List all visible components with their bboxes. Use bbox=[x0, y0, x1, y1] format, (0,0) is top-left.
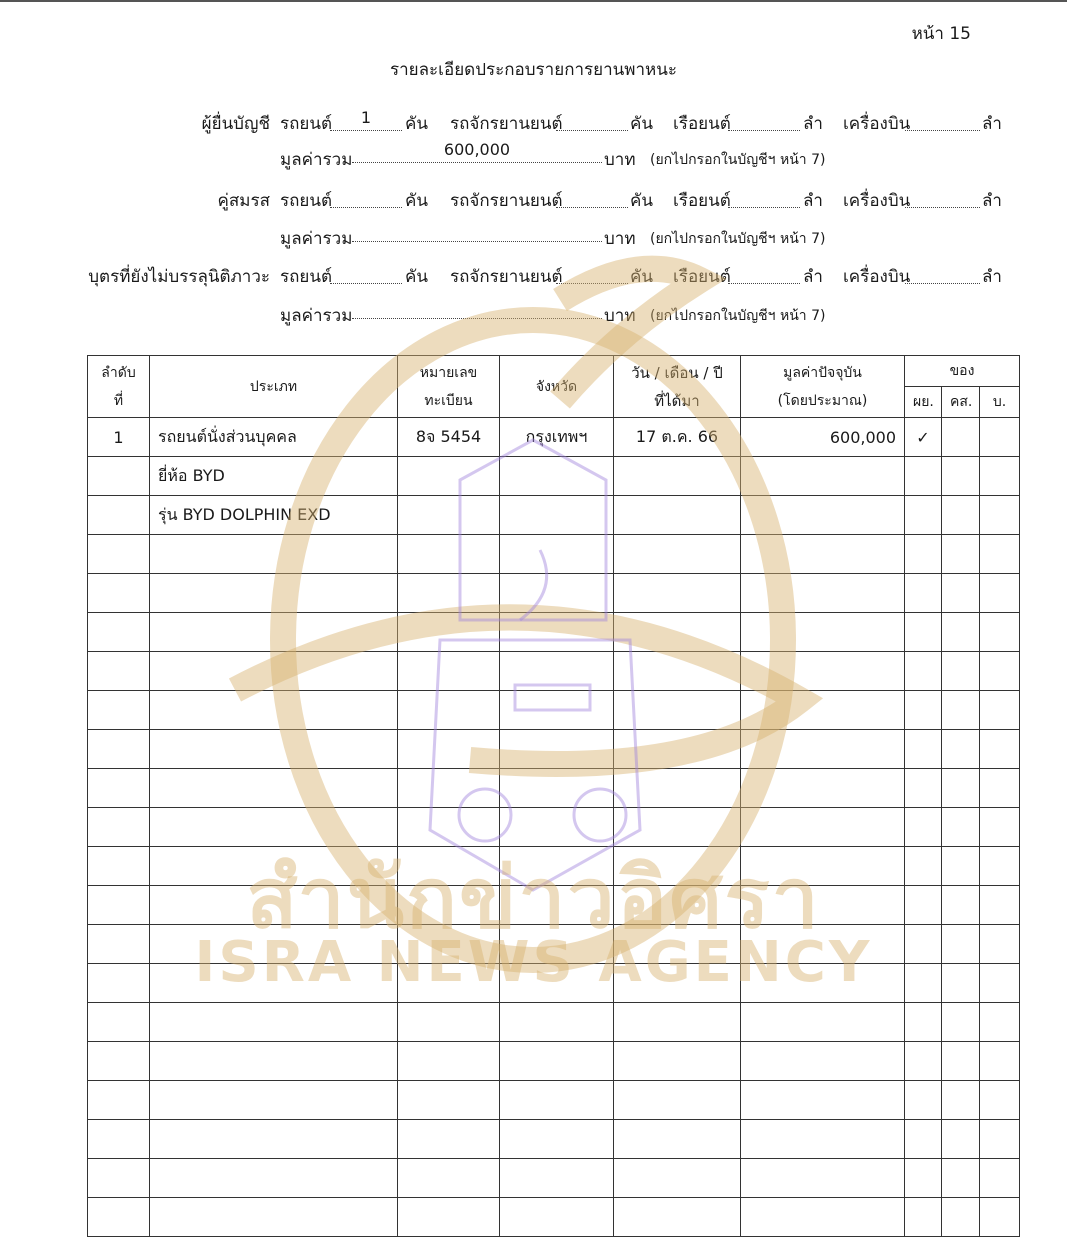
cell-value bbox=[741, 496, 905, 535]
airplane-label: เครื่องบิน bbox=[843, 267, 911, 287]
cell-child bbox=[980, 418, 1020, 457]
baht-label: บาท bbox=[604, 306, 636, 326]
cell-plate: 8จ 5454 bbox=[398, 418, 500, 457]
cell-spouse bbox=[942, 418, 980, 457]
cell-declarant: ✓ bbox=[905, 418, 942, 457]
unit-label: คัน bbox=[630, 191, 653, 211]
cell-plate bbox=[398, 496, 500, 535]
unit-label: คัน bbox=[630, 114, 653, 134]
spouse-total-amount bbox=[352, 219, 602, 242]
unit-label: ลำ bbox=[982, 267, 1002, 287]
airplane-label: เครื่องบิน bbox=[843, 114, 911, 134]
cell-type: รถยนต์นั่งส่วนบุคคล bbox=[150, 418, 398, 457]
watermark-thai: สำนักข่าวอิศรา bbox=[246, 849, 821, 947]
cell-type: รุ่น BYD DOLPHIN EXD bbox=[150, 496, 398, 535]
empty-table-row bbox=[88, 1198, 1020, 1237]
motorboat-label: เรือยนต์ bbox=[673, 114, 731, 134]
empty-table-row bbox=[88, 1081, 1020, 1120]
cell-province: กรุงเทพฯ bbox=[500, 418, 614, 457]
empty-table-row bbox=[88, 1003, 1020, 1042]
baht-label: บาท bbox=[604, 150, 636, 170]
car-label: รถยนต์ bbox=[280, 191, 333, 211]
empty-table-row bbox=[88, 886, 1020, 925]
motorcycle-label: รถจักรยานยนต์ bbox=[450, 191, 563, 211]
vehicle-table bbox=[87, 355, 1020, 1237]
children-motorcycle-count bbox=[556, 261, 628, 284]
empty-table-row bbox=[88, 574, 1020, 613]
table-row bbox=[88, 418, 1020, 457]
spouse-total-value bbox=[0, 225, 1067, 249]
empty-table-row bbox=[88, 652, 1020, 691]
declarant-airplane-count bbox=[905, 108, 980, 131]
header-owner-child: บ. bbox=[980, 387, 1020, 418]
cell-value bbox=[741, 457, 905, 496]
spouse-boat-count bbox=[728, 185, 800, 208]
table-row bbox=[88, 457, 1020, 496]
header-owner: ของ bbox=[905, 356, 1020, 387]
spouse-car-count bbox=[330, 185, 402, 208]
document-title: รายละเอียดประกอบรายการยานพาหนะ bbox=[390, 60, 677, 80]
declarant-total-amount: 600,000 bbox=[352, 140, 602, 163]
cell-order bbox=[88, 457, 150, 496]
unit-label: ลำ bbox=[803, 114, 823, 134]
cell-province bbox=[500, 457, 614, 496]
motorboat-label: เรือยนต์ bbox=[673, 191, 731, 211]
children-vehicle-counts bbox=[0, 263, 1067, 287]
cell-declarant bbox=[905, 496, 942, 535]
header-order: ลำดับ ที่ bbox=[88, 356, 150, 418]
carry-note: (ยกไปกรอกในบัญชีฯ หน้า 7) bbox=[650, 231, 826, 247]
empty-table-row bbox=[88, 1159, 1020, 1198]
empty-table-row bbox=[88, 730, 1020, 769]
spouse-airplane-count bbox=[905, 185, 980, 208]
empty-table-row bbox=[88, 1120, 1020, 1159]
declarant-vehicle-counts bbox=[0, 110, 1067, 134]
empty-table-row bbox=[88, 847, 1020, 886]
motorboat-label: เรือยนต์ bbox=[673, 267, 731, 287]
empty-table-row bbox=[88, 535, 1020, 574]
car-label: รถยนต์ bbox=[280, 114, 333, 134]
cell-province bbox=[500, 496, 614, 535]
total-value-label: มูลค่ารวม bbox=[280, 150, 353, 170]
total-value-label: มูลค่ารวม bbox=[280, 306, 353, 326]
declarant-boat-count bbox=[728, 108, 800, 131]
empty-table-row bbox=[88, 613, 1020, 652]
cell-date bbox=[614, 496, 741, 535]
cell-order bbox=[88, 496, 150, 535]
children-car-count bbox=[330, 261, 402, 284]
spouse-label: คู่สมรส bbox=[217, 191, 270, 211]
unit-label: คัน bbox=[405, 267, 428, 287]
header-value: มูลค่าปัจจุบัน (โดยประมาณ) bbox=[741, 356, 905, 418]
header-date: วัน / เดือน / ปี ที่ได้มา bbox=[614, 356, 741, 418]
table-row bbox=[88, 496, 1020, 535]
children-total-amount bbox=[352, 296, 602, 319]
carry-note: (ยกไปกรอกในบัญชีฯ หน้า 7) bbox=[650, 308, 826, 324]
spouse-vehicle-counts bbox=[0, 187, 1067, 211]
total-value-label: มูลค่ารวม bbox=[280, 229, 353, 249]
unit-label: ลำ bbox=[803, 267, 823, 287]
header-owner-spouse: คส. bbox=[942, 387, 980, 418]
unit-label: ลำ bbox=[982, 114, 1002, 134]
empty-table-row bbox=[88, 691, 1020, 730]
cell-child bbox=[980, 457, 1020, 496]
carry-note: (ยกไปกรอกในบัญชีฯ หน้า 7) bbox=[650, 152, 826, 168]
unit-label: ลำ bbox=[803, 191, 823, 211]
cell-type: ยี่ห้อ BYD bbox=[150, 457, 398, 496]
page-number: หน้า 15 bbox=[911, 24, 971, 44]
empty-table-row bbox=[88, 1042, 1020, 1081]
spouse-motorcycle-count bbox=[556, 185, 628, 208]
unit-label: คัน bbox=[405, 114, 428, 134]
cell-declarant bbox=[905, 457, 942, 496]
cell-child bbox=[980, 496, 1020, 535]
children-boat-count bbox=[728, 261, 800, 284]
header-plate: หมายเลข ทะเบียน bbox=[398, 356, 500, 418]
unit-label: คัน bbox=[630, 267, 653, 287]
cell-value: 600,000 bbox=[741, 418, 905, 457]
header-owner-declarant: ผย. bbox=[905, 387, 942, 418]
watermark-english: ISRA NEWS AGENCY bbox=[194, 930, 873, 995]
cell-spouse bbox=[942, 457, 980, 496]
declarant-motorcycle-count bbox=[556, 108, 628, 131]
motorcycle-label: รถจักรยานยนต์ bbox=[450, 267, 563, 287]
declarant-label: ผู้ยื่นบัญชี bbox=[201, 114, 270, 134]
cell-order: 1 bbox=[88, 418, 150, 457]
declarant-total-value bbox=[0, 140, 1067, 170]
airplane-label: เครื่องบิน bbox=[843, 191, 911, 211]
header-province: จังหวัด bbox=[500, 356, 614, 418]
cell-date bbox=[614, 457, 741, 496]
empty-table-row bbox=[88, 925, 1020, 964]
car-label: รถยนต์ bbox=[280, 267, 333, 287]
top-border bbox=[0, 0, 1067, 2]
empty-table-row bbox=[88, 964, 1020, 1003]
empty-table-row bbox=[88, 769, 1020, 808]
cell-date: 17 ต.ค. 66 bbox=[614, 418, 741, 457]
baht-label: บาท bbox=[604, 229, 636, 249]
declarant-car-count: 1 bbox=[330, 108, 402, 131]
children-total-value bbox=[0, 302, 1067, 326]
motorcycle-label: รถจักรยานยนต์ bbox=[450, 114, 563, 134]
unit-label: ลำ bbox=[982, 191, 1002, 211]
header-type: ประเภท bbox=[150, 356, 398, 418]
cell-plate bbox=[398, 457, 500, 496]
children-airplane-count bbox=[905, 261, 980, 284]
unit-label: คัน bbox=[405, 191, 428, 211]
children-label: บุตรที่ยังไม่บรรลุนิติภาวะ bbox=[88, 267, 270, 287]
cell-spouse bbox=[942, 496, 980, 535]
empty-table-row bbox=[88, 808, 1020, 847]
